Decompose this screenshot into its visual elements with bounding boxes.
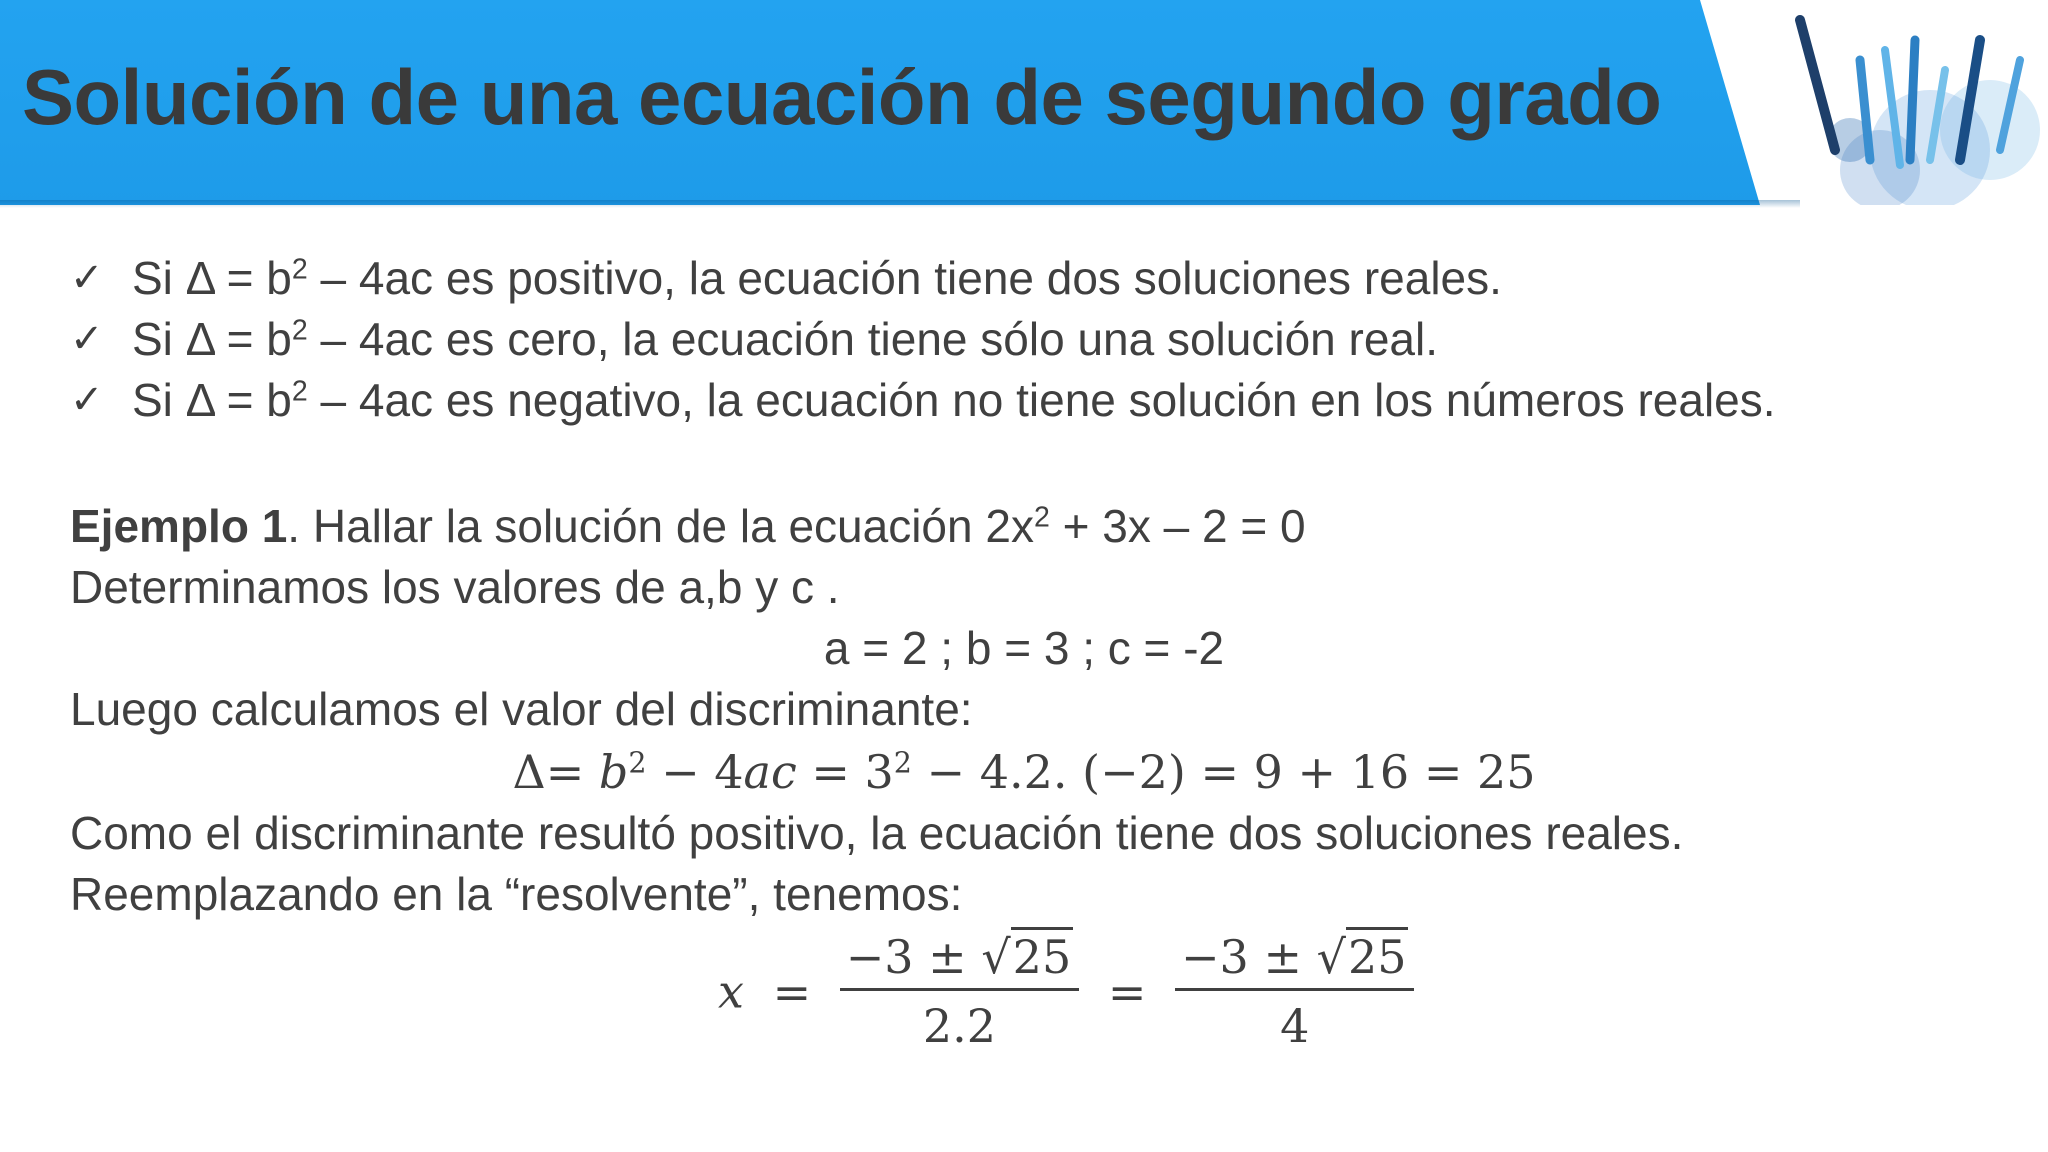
fraction-1: $\frac{-3 \pm √25}{2.2}$ — [840, 930, 1079, 1053]
resolvent-formula: x = $\frac{-3 \pm √25}{2.2}$ = $\frac{-3 \pm √25}{4}$ — [718, 930, 1414, 1053]
discriminant-intro-text: Luego calculamos el valor del discriminante: — [70, 683, 973, 735]
replace-text: Reemplazando en la “resolvente”, tenemos: — [70, 868, 963, 920]
title-banner — [0, 0, 2048, 205]
discriminant-formula: $\Delta= b^2 - 4ac = 3^2 - 4.2$. (−2) = 9 + 16 = 25 — [512, 745, 1536, 799]
checkmark-icon: ✓ — [70, 377, 104, 423]
checkmark-icon: ✓ — [70, 316, 104, 362]
example-heading: Ejemplo 1. Hallar la solución de la ecuación $2x^2 + 3x - 2 = 0$ — [70, 500, 1306, 552]
rule-zero: ✓ Si $\Delta = b^2 - 4ac$ es cero, la ecuación tiene sólo una solución real. — [68, 309, 2008, 370]
banner-shadow — [0, 200, 1800, 208]
rule-negative: ✓ Si $\Delta = b^2 - 4ac$ es negativo, la ecuación no tiene solución en los números reales. — [68, 370, 2008, 431]
rule-positive: ✓ Si $\Delta = b^2 - 4ac$ es positivo, la ecuación tiene dos soluciones reales. — [68, 248, 2008, 309]
checkmark-icon: ✓ — [70, 255, 104, 301]
colored-pencils-image — [1700, 0, 2048, 205]
determine-values-text: Determinamos los valores de a,b y c . — [70, 561, 840, 613]
positive-result-text: Como el discriminante resultó positivo, la ecuación tiene dos soluciones reales. — [70, 807, 1684, 859]
coefficient-values: a = 2 ; b = 3 ; c = -2 — [823, 622, 1225, 674]
discriminant-rules-list — [68, 248, 2008, 431]
fraction-2: $\frac{-3 \pm √25}{4}$ — [1175, 930, 1414, 1053]
slide-title: Solución de una ecuación de segundo grado — [22, 53, 1662, 141]
